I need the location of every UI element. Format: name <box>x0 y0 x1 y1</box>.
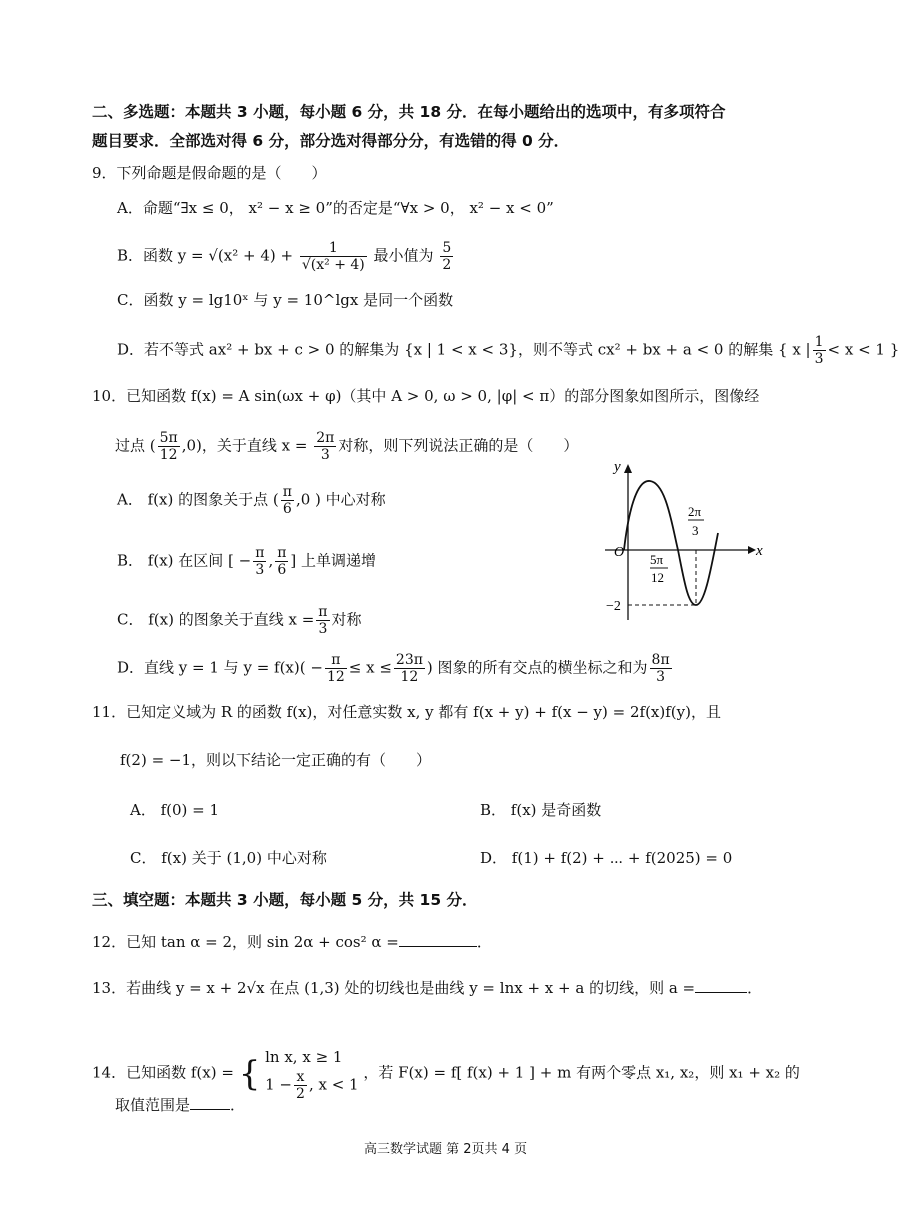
y-axis-arrow <box>624 464 632 473</box>
section-3-heading: 三、填空题：本题共 3 小题，每小题 5 分，共 15 分． <box>92 891 478 909</box>
page-footer: 高三数学试题 第 2页共 4 页 <box>364 1142 528 1157</box>
q11-option-a: A． f(0) = 1 <box>130 801 220 819</box>
q10-option-a: A． f(x) 的图象关于点 ( $\frac{\pi}{6}$ ,0 ) 中心对称 <box>117 484 386 517</box>
graph-tick2-num: 2π <box>688 504 702 519</box>
q9-b-min-value: $\frac{5}{2}$ <box>442 240 452 273</box>
graph-x-label: x <box>756 543 763 559</box>
q11-stem-line1: 11．已知定义域为 R 的函数 f(x)，对任意实数 x, y 都有 f(x + y) + f(x − y) = 2f(x)f(y)，且 <box>92 703 721 721</box>
graph-origin-label: O <box>614 545 625 560</box>
q9-option-d: D．若不等式 ax² + bx + c > 0 的解集为 {x | 1 < x < 3}，则不等式 cx² + bx + a < 0 的解集 { x | $\frac{1}{3}$ < x < 1 } <box>117 334 899 367</box>
q11-stem-line2: f(2) = −1，则以下结论一定正确的有（ ） <box>120 751 432 769</box>
q9-stem: 9．下列命题是假命题的是（ ） <box>92 164 327 182</box>
graph-tick2-den: 3 <box>692 523 699 538</box>
q9-option-c: C．函数 y = lg10ˣ 与 y = 10^lgx 是同一个函数 <box>117 291 454 309</box>
q11-option-b: B． f(x) 是奇函数 <box>480 801 602 819</box>
q14-case2: 1 − $\frac{x}{2}$ , x < 1 <box>265 1069 359 1102</box>
q10-option-d: D．直线 y = 1 与 y = f(x)( − $\frac{\pi}{12}$ ≤ x ≤ $\frac{23\pi}{12}$ ) 图象的所有交点的横坐标之和为 $\frac{8\pi}{3}$ <box>117 652 670 685</box>
q9-b-fraction: $\frac{1}{\text{√(x² + 4)}}$ <box>301 240 365 273</box>
sine-curve <box>624 481 718 605</box>
q10-option-b: B． f(x) 在区间 [ − $\frac{\pi}{3}$ , $\frac{\pi}{6}$ ] 上单调递增 <box>117 545 377 578</box>
q9-option-b: B．函数 y = √(x² + 4) + $\frac{1}{\text{√(x² + 4)}}$ 最小值为 $\frac{5}{2}$ <box>117 240 452 273</box>
graph-tick1-num: 5π <box>650 552 664 567</box>
x-axis-arrow <box>748 546 756 554</box>
q14-case1: ln x, x ≥ 1 <box>265 1048 343 1066</box>
q12-answer-blank[interactable] <box>399 932 477 947</box>
graph-tick1-den: 12 <box>651 570 664 585</box>
q10-function-graph <box>600 455 770 625</box>
q13: 13．若曲线 y = x + 2√x 在点 (1,3) 处的切线也是曲线 y = lnx + x + a 的切线，则 a = ． <box>92 979 763 997</box>
q10-stem-line2: 过点 ( $\frac{5\pi}{12}$ ,0)，关于直线 x = $\frac{2\pi}{3}$ 对称，则下列说法正确的是（ ） <box>115 430 579 463</box>
q9-option-a: A．命题“∃x ≤ 0， x² − x ≥ 0”的否定是“∀x > 0， x² − x < 0” <box>117 199 554 217</box>
q14-line2: 取值范围是 ． <box>115 1096 246 1114</box>
q13-answer-blank[interactable] <box>695 978 747 993</box>
q12: 12．已知 tan α = 2，则 sin 2α + cos² α = ． <box>92 933 492 951</box>
q10-stem-line1: 10．已知函数 f(x) = A sin(ωx + φ)（其中 A > 0, ω > 0, |φ| < π）的部分图象如图所示，图像经 <box>92 387 760 405</box>
graph-ymin-label: −2 <box>606 599 621 614</box>
q14-answer-blank[interactable] <box>190 1095 230 1110</box>
q14-stem: 14．已知函数 f(x) = { ln x, x ≥ 1 1 − $\frac{x}{2}$ , x < 1 ，若 F(x) = f[ f(x) + 1 ] + m 有两个零点 x₁, x₂，则 x₁ + x₂ 的 <box>92 1045 800 1102</box>
q11-option-d: D． f(1) + f(2) + ⋯ + f(2025) = 0 <box>480 849 733 867</box>
q11-option-c: C． f(x) 关于 (1,0) 中心对称 <box>130 849 327 867</box>
graph-y-label: y <box>614 459 621 475</box>
q10-option-c: C． f(x) 的图象关于直线 x = $\frac{\pi}{3}$ 对称 <box>117 604 362 637</box>
section-2-heading-line1: 二、多选题：本题共 3 小题，每小题 6 分，共 18 分．在每小题给出的选项中，有多项符合 <box>92 103 726 121</box>
section-2-heading-line2: 题目要求．全部选对得 6 分，部分选对得部分分，有选错的得 0 分． <box>92 132 570 150</box>
